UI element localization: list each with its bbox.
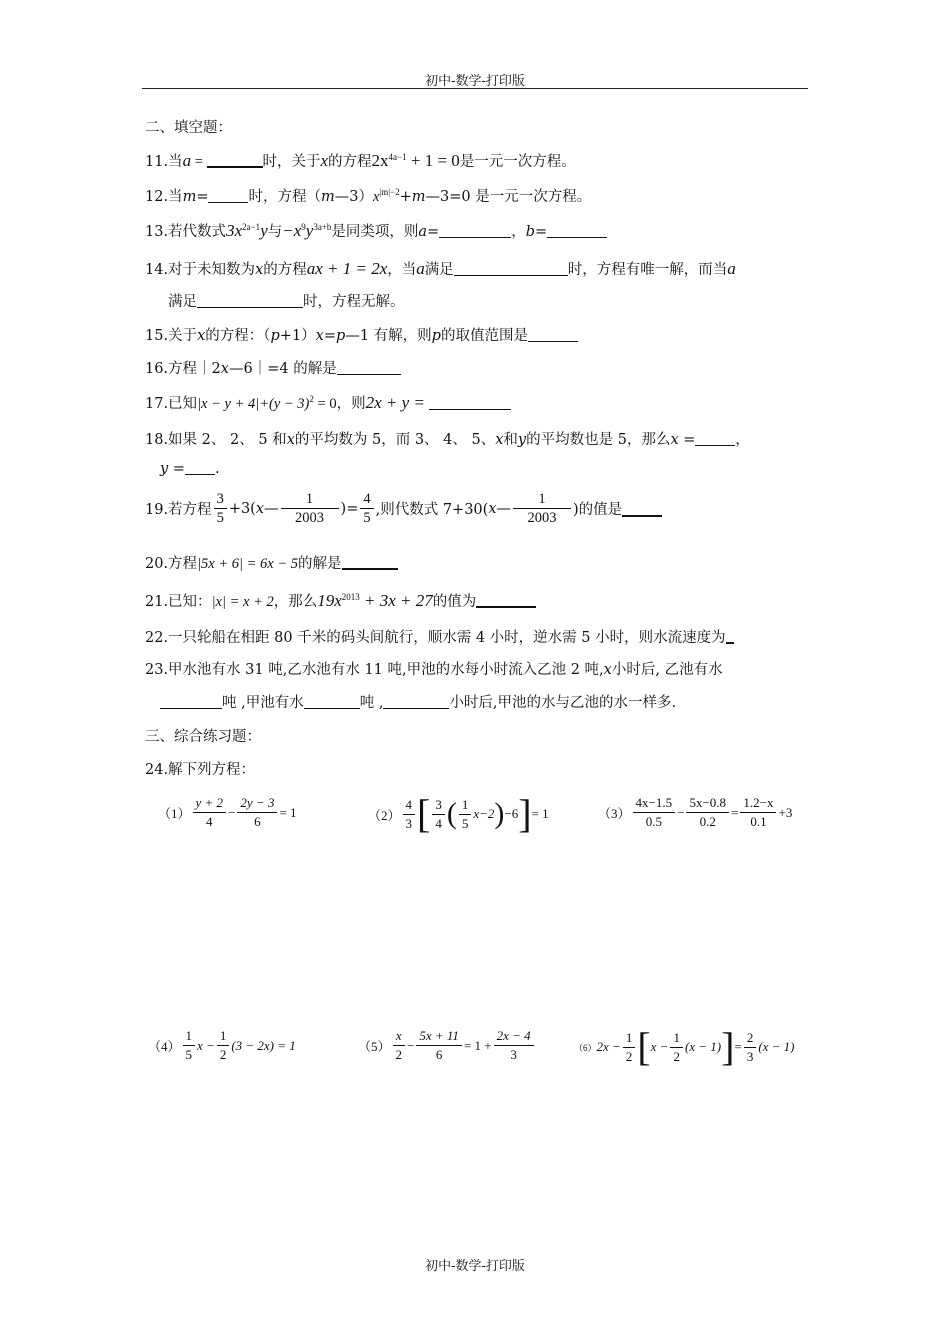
answer-blank-14a[interactable] — [454, 261, 568, 276]
answer-blank-22[interactable] — [726, 628, 734, 644]
equation-6: （6） 2x − $\frac{1}{2}$ [ x − $\frac{1}{2}$ (x − 1) ] = $\frac{2}{3}$ (x − 1) — [574, 1024, 795, 1069]
answer-blank-18y[interactable] — [185, 460, 215, 475]
question-13: 13.若代数式$3x^{2a-1}y$与$-x^9y^{3a+b}$是同类项，则a= ，b= — [145, 220, 607, 241]
question-24: 24.解下列方程： — [145, 762, 256, 778]
answer-blank-17[interactable] — [429, 395, 511, 410]
header-rule — [142, 88, 808, 89]
equation-3: （3） $\frac{4x-1.5}{0.5}$ − $\frac{5x-0.8}{0.2}$ = $\frac{1.2-x}{0.1}$ +3 — [598, 795, 793, 829]
equation-2: （2） $\frac{4}{3}$ [ $\frac{3}{4}$ ( $\frac{1}{5}$ x−2 ) −6 ] = 1 — [368, 791, 549, 836]
question-18: 18.如果 2、 2、 5 和x的平均数为 5，而 3、 4、 5、x和y的平均数也是 5，那么x = ， — [145, 432, 750, 448]
answer-blank-23a[interactable] — [160, 694, 222, 709]
question-21: 21.已知：|x| = x + 2，那么$19x^{2013} + 3x + 27$的值为 — [145, 590, 536, 611]
answer-blank-20[interactable] — [342, 554, 398, 570]
answer-blank-16[interactable] — [337, 360, 401, 375]
equation-1: （1） $\frac{y + 2}{4}$ − $\frac{2y - 3}{6}$ = 1 — [158, 795, 297, 829]
equation-5: （5） $\frac{x}{2}$ − $\frac{5x + 11}{6}$ = 1 + $\frac{2x - 4}{3}$ — [358, 1027, 536, 1064]
question-23: 23.甲水池有水 31 吨,乙水池有水 11 吨,甲池的水每小时流入乙池 2 吨,x小时后, 乙池有水 — [145, 662, 723, 678]
question-23-cont: 吨 ,甲池有水 吨 , 小时后,甲池的水与乙池的水一样多. — [160, 691, 676, 712]
question-19: 19.若方程 $\frac{3}{5}$ +3( x — $\frac{1}{2003}$ )= $\frac{4}{5}$ ,则代数式 7+30( x — $\frac{1}{2003}$ )的值是 — [145, 490, 662, 527]
question-20: 20.方程|5x + 6| = 6x − 5的解是 — [145, 552, 398, 573]
question-14: 14.对于未知数为x的方程ax + 1 = 2x，当a满足 时，方程有唯一解，而当a — [145, 259, 736, 278]
section-practice-title: 三、综合练习题： — [145, 729, 261, 745]
page-footer: 初中-数学-打印版 — [425, 1259, 525, 1274]
answer-blank-15[interactable] — [528, 327, 578, 342]
answer-blank-18x[interactable] — [695, 431, 735, 446]
answer-blank-13b[interactable] — [547, 223, 607, 238]
answer-blank-13a[interactable] — [439, 223, 511, 238]
answer-blank-23b[interactable] — [304, 694, 360, 709]
question-18-cont: y = . — [160, 461, 220, 477]
question-12: 12.当m= 时，方程$(m—3)x^{|m|-2}+m—3=0$ 是一元一次方程。 — [145, 187, 592, 205]
question-15: 15.关于x的方程：（p+1）x=p—1 有解，则p的取值范围是 — [145, 324, 578, 345]
answer-blank-21[interactable] — [476, 592, 536, 608]
answer-blank-11[interactable] — [207, 152, 263, 168]
question-17: 17.已知$|x - y + 4|+(y - 3)^2 = 0$，则2x + y = — [145, 392, 511, 413]
section-fill-in-title: 二、填空题： — [145, 120, 232, 136]
page-header: 初中-数学-打印版 — [425, 74, 525, 89]
question-14-cont: 满足 时，方程无解。 — [168, 294, 405, 310]
question-16: 16.方程｜2x—6｜=4 的解是 — [145, 357, 401, 378]
answer-blank-23c[interactable] — [383, 694, 449, 709]
answer-blank-14b[interactable] — [197, 293, 303, 308]
question-11: 11.当a = 时，关于x的方程$2x^{4a-1} + 1 = 0$是一元一次方程。 — [145, 151, 576, 170]
answer-blank-12[interactable] — [208, 188, 248, 203]
equation-4: （4） $\frac{1}{5}$ x − $\frac{1}{2}$ (3 − 2x) = 1 — [148, 1028, 296, 1062]
answer-blank-19[interactable] — [622, 501, 662, 517]
question-22: 22.一只轮船在相距 80 千米的码头间航行，顺水需 4 小时，逆水需 5 小时，则水流速度为 — [145, 626, 734, 647]
